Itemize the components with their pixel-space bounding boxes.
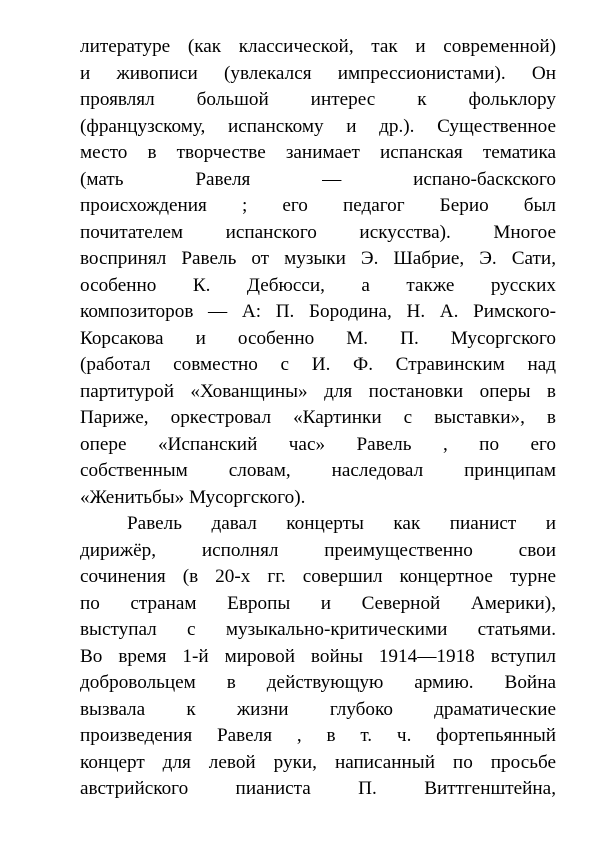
text-line: место в творчестве занимает испанская тематика	[80, 142, 556, 163]
text-line: австрийского пианиста П. Виттгенштейна,	[80, 778, 556, 799]
text-line: и живописи (увлекался импрессионистами). Он	[80, 62, 556, 84]
text-line: произведения Равеля , в т. ч. фортепьянный	[80, 725, 556, 746]
text-line: почитателем испанского искусства). Многое	[80, 221, 556, 243]
text-line: композиторов — А: П. Бородина, Н. А. Римского-	[80, 301, 556, 322]
text-line: (работал совместно с И. Ф. Стравинским над	[80, 354, 556, 375]
text-line: воспринял Равель от музыки Э. Шабрие, Э. Сати,	[80, 248, 556, 269]
text-line: собственным словам, наследовал принципам	[80, 460, 556, 481]
text-line: проявлял большой интерес к фольклору	[80, 89, 556, 110]
text-line: партитурой «Хованщины» для постановки оперы в	[80, 380, 556, 402]
text-line: Корсакова и особенно М. П. Мусоргского	[80, 327, 556, 349]
text-line: Париже, оркестровал «Картинки с выставки», в	[80, 407, 556, 428]
text-line: (мать Равеля — испано-баскского	[80, 168, 556, 190]
text-line: концерт для левой руки, написанный по просьбе	[80, 751, 556, 773]
text-line: вызвала к жизни глубоко драматические	[80, 698, 556, 720]
text-line: дирижёр, исполнял преимущественно свои	[80, 539, 556, 561]
text-line: опере «Испанский час» Равель , по его	[80, 433, 556, 455]
text-line: «Женитьбы» Мусоргского).	[80, 486, 306, 508]
text-line: выступал с музыкально-критическими статьями.	[80, 619, 556, 640]
text-line: по странам Европы и Северной Америки),	[80, 592, 556, 614]
text-line: Равель давал концерты как пианист и	[127, 513, 556, 534]
body-text	[80, 34, 556, 803]
text-line: особенно К. Дебюсси, а также русских	[80, 274, 556, 296]
text-line: сочинения (в 20-х гг. совершил концертное турне	[80, 566, 556, 587]
text-line: добровольцем в действующую армию. Война	[80, 672, 556, 693]
text-line: происхождения ; его педагог Берио был	[80, 195, 556, 216]
text-line: литературе (как классической, так и современной)	[80, 36, 556, 57]
text-line: Во время 1-й мировой войны 1914—1918 вступил	[80, 645, 556, 667]
text-line: (французскому, испанскому и др.). Существенное	[80, 115, 556, 137]
